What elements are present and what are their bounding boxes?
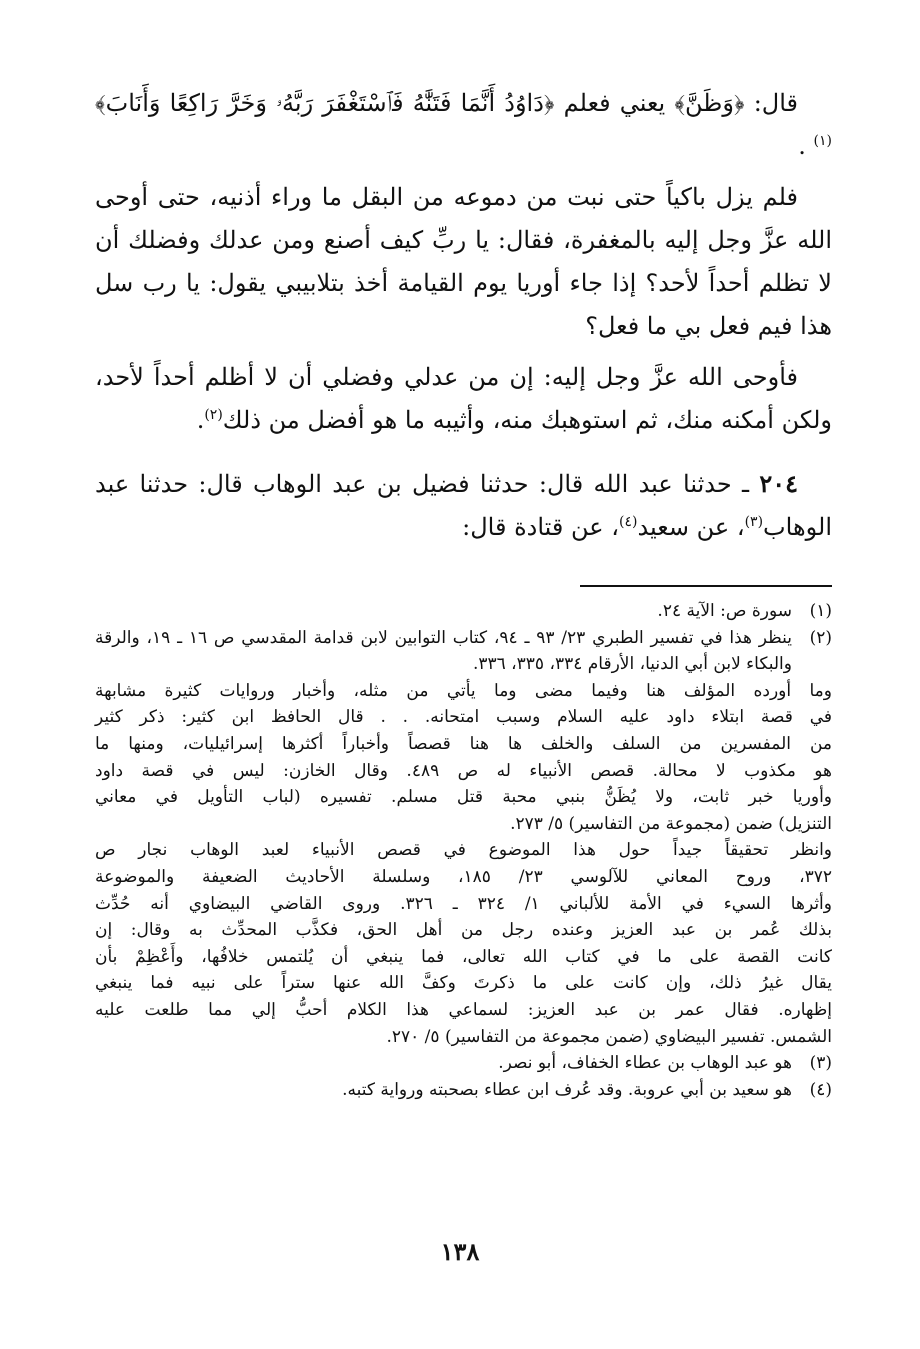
footnote-1 — [95, 598, 832, 625]
footnote-line: هو مكذوب لا محالة. قصص الأنبياء له ص ٤٨٩. وقال الخازن: ليس في قصة داود — [95, 760, 832, 781]
footnote-line: في قصة ابتلاء داود عليه السلام وسبب امتحانه. . . قال الحافظ ابن كثير: ذكر كثير — [95, 707, 832, 728]
quran-quote-2: ﴿دَاوُدُ أَنَّمَا فَتَنَّٰهُ فَٱسْتَغْفَرَ رَبَّهُۥ وَخَرَّ رَاكِعًا وَأَنَابَ﴾ — [95, 89, 555, 117]
footnote-ref-2[interactable]: (٢) — [204, 407, 223, 423]
footnote-number: (١) — [809, 601, 832, 621]
paragraph-3-end: . — [196, 406, 205, 434]
footnotes — [95, 598, 832, 1103]
footnote-number: (٣) — [809, 1053, 832, 1074]
footnote-ref-1[interactable]: (١) — [813, 133, 832, 149]
footnote-line: الشمس. تفسير البيضاوي (ضمن مجموعة من التفاسير) ٥/ ٢٧٠. — [386, 1026, 832, 1047]
text-lead: قال: — [744, 89, 799, 117]
footnote-4 — [95, 1077, 832, 1104]
footnote-3 — [95, 1050, 832, 1077]
footnote-2-further-reading — [95, 837, 832, 1050]
paragraph-4-c: ، عن قتادة قال: — [462, 513, 619, 541]
footnote-line: إظهاره. فقال عمر بن عبد العزيز: لسماعي هذا الكلام أحبُّ إلي مما طلعت عليه — [95, 999, 832, 1020]
footnote-2 — [95, 625, 832, 678]
footnote-text: سورة ص: الآية ٢٤. — [657, 601, 792, 621]
footnote-line: التنزيل) ضمن (مجموعة من التفاسير) ٥/ ٢٧٣. — [510, 813, 832, 834]
text-end: . — [798, 132, 814, 160]
footnote-number: (٤) — [809, 1079, 832, 1100]
paragraph-4-a: ـ حدثنا عبد الله قال: حدثنا فضيل بن عبد الوهاب قال: حدثنا عبد الوهاب — [95, 470, 832, 541]
footnote-line: بذلك عُمر بن عبد العزيز وعنده رجل من أهل الحق، فكذَّب المحدِّث به وقال: إن — [95, 920, 832, 941]
footnote-line: يقال غيرُ ذلك، وإن كانت على ما ذكرتَ وكفَّ الله عنها ستراً على نبيه فما ينبغي — [95, 973, 832, 994]
paragraph-1 — [95, 82, 832, 168]
footnote-line: وانظر تحقيقاً جيداً حول هذا الموضوع في قصص الأنبياء لعبد الوهاب نجار ص — [95, 840, 832, 861]
hadith-number: ٢٠٤ — [759, 469, 798, 498]
text-mid: يعني فعلم — [554, 89, 675, 117]
paragraph-4 — [95, 462, 832, 549]
footnote-2-commentary — [95, 678, 832, 838]
footnote-divider — [580, 585, 832, 587]
footnote-line: وأثرها السيء في الأمة للألباني ١/ ٣٢٤ ـ ٣٢٦. وروى القاضي البيضاوي أنه حُدِّث — [95, 893, 832, 914]
main-text — [95, 82, 832, 549]
footnote-ref-4[interactable]: (٤) — [618, 514, 638, 530]
paragraph-4-b: ، عن سعيد — [637, 513, 745, 541]
footnote-line: وما أورده المؤلف هنا وفيما مضى وما يأتي من مثله، وأخبار وروايات كثيرة مشابهة — [95, 680, 832, 701]
footnote-ref-3[interactable]: (٣) — [744, 514, 764, 530]
footnote-number: (٢) — [809, 627, 832, 648]
footnote-text: هو عبد الوهاب بن عطاء الخفاف، أبو نصر. — [498, 1053, 792, 1074]
page-number: ١٣٨ — [440, 1237, 480, 1266]
footnote-text: هو سعيد بن أبي عروبة. وقد عُرف ابن عطاء بصحبته ورواية كتبه. — [342, 1079, 792, 1100]
footnote-line: كانت القصة على ما في كتاب الله تعالى، فما ينبغي أن يُلتمس خلافُها، وأَعْظِمْ بأن — [95, 946, 832, 967]
paragraph-3 — [95, 356, 832, 442]
paragraph-3-text: فأوحى الله عزَّ وجل إليه: إن من عدلي وفضلي أن لا أظلم أحداً لأحد، ولكن أمكنه منك، ثم استوهبك منه، وأثيبه ما هو أفضل من ذلك — [95, 363, 832, 434]
quran-quote-1: ﴿وَظَنَّ﴾ — [674, 89, 745, 117]
footnote-line: من المفسرين من السلف والخلف ها هنا قصصاً وأخباراً أكثرها إسرائيليات، ومنها ما — [95, 733, 832, 754]
paragraph-2: فلم يزل باكياً حتى نبت من دموعه من البقل ما وراء أذنيه، حتى أوحى الله عزَّ وجل إليه بالمغفرة، فقال: يا ربِّ كيف أصنع ومن عدلك وفضلك أن لا تظلم أحداً لأحد؟ إذا جاء أوريا يوم القيامة أخذ بتلابيبي يقول: يا رب سل هذا فيم فعل بي ما فعل؟ — [95, 183, 832, 340]
footnote-line: وأوريا خبر ثابت، ولا يُظَنُّ بنبي محبة قتل مسلم. تفسيره (لباب التأويل في معاني — [95, 787, 832, 808]
footnote-text: ينظر هذا في تفسير الطبري ٢٣/ ٩٣ ـ ٩٤، كتاب التوابين لابن قدامة المقدسي ص ١٦ ـ ١٩، والرقة والبكاء لابن أبي الدنيا، الأرقام ٣٣٤، ٣٣٥، ٣٣٦. — [95, 627, 792, 675]
footnote-line: ٣٧٢، وروح المعاني للآلوسي ٢٣/ ١٨٥، وسلسلة الأحاديث الضعيفة والموضوعة — [95, 866, 832, 887]
